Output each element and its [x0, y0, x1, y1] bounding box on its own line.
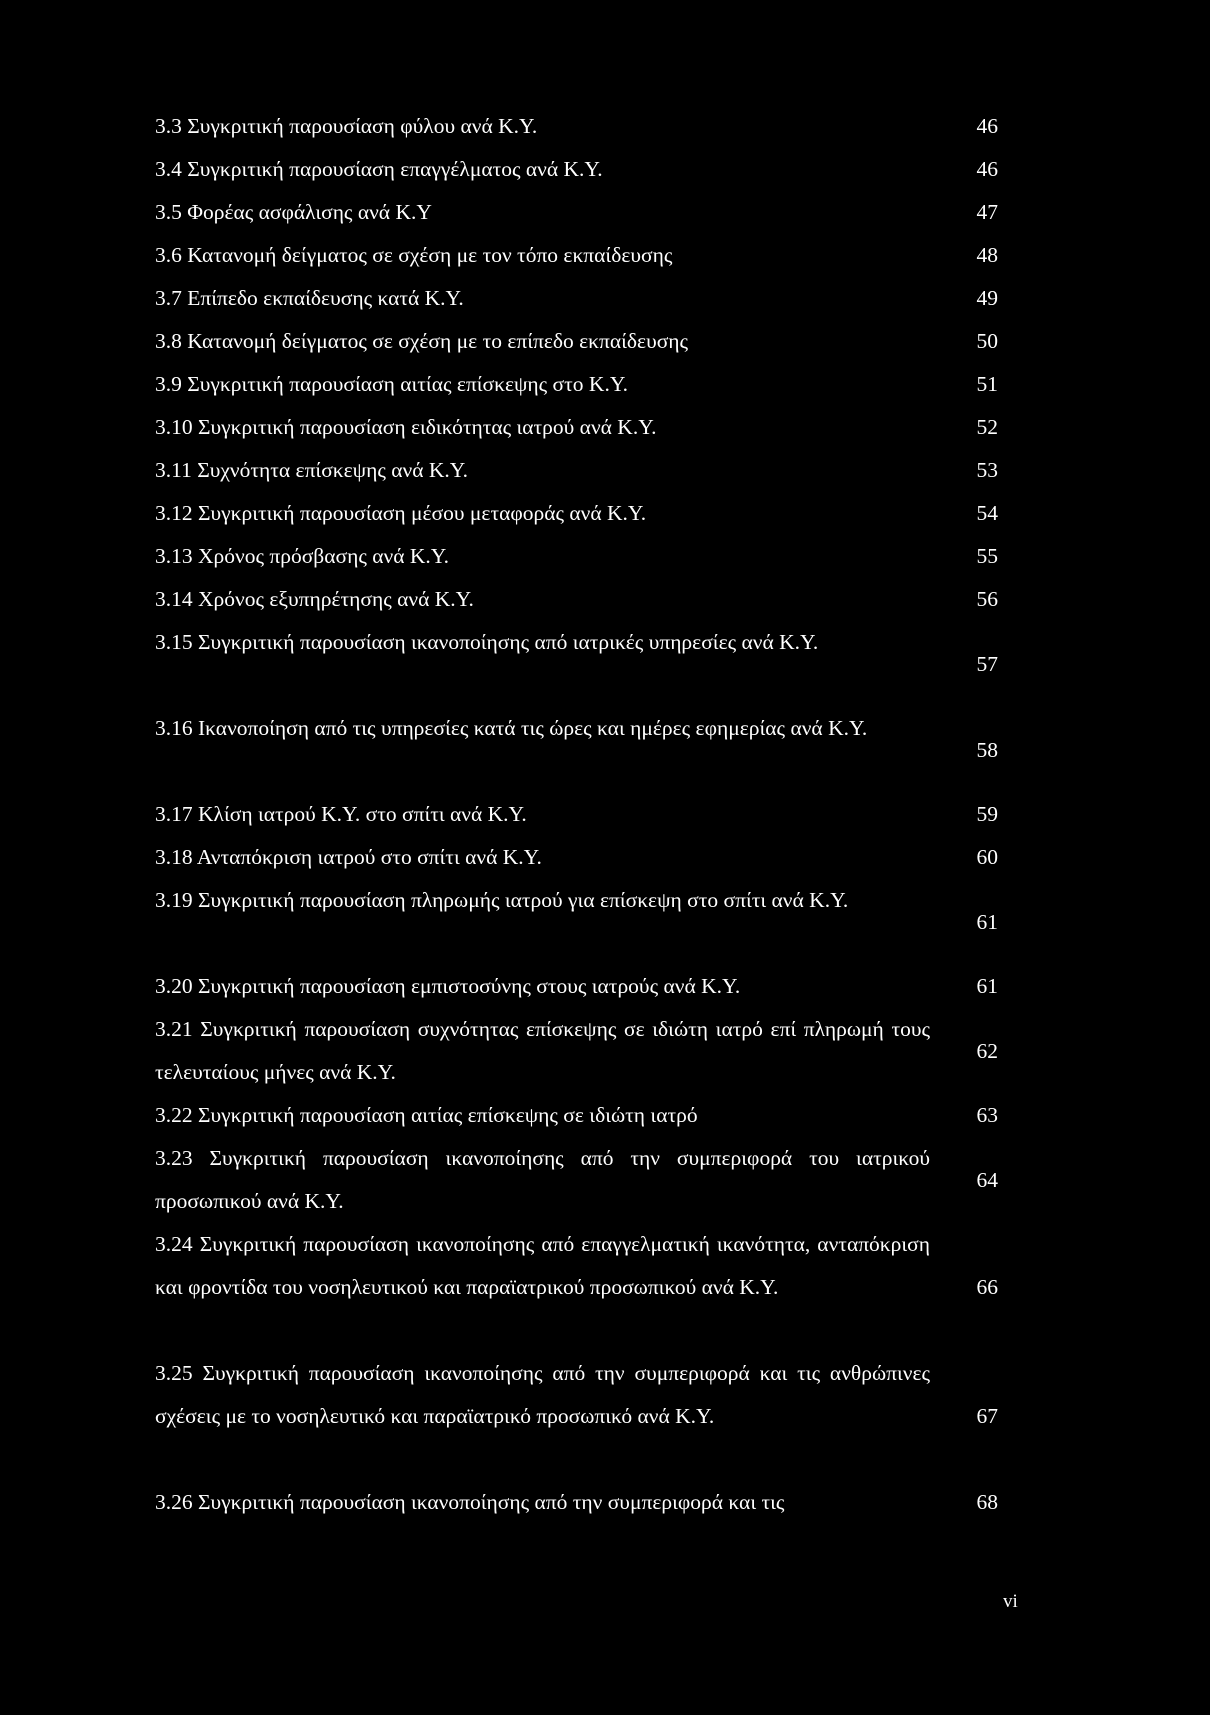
toc-entry-title: 3.12 Συγκριτική παρουσίαση μέσου μεταφοράς ανά Κ.Υ.: [155, 501, 647, 525]
toc-entry-title: 3.21 Συγκριτική παρουσίαση συχνότητας επίσκεψης σε ιδιώτη ιατρό επί πληρωμή τους τελευταίους μήνες ανά Κ.Υ.: [155, 1017, 930, 1084]
toc-entry[interactable]: [155, 105, 998, 148]
toc-entry[interactable]: [155, 578, 998, 621]
toc-entry-page: 53: [976, 458, 998, 482]
toc-entry[interactable]: [155, 793, 998, 836]
toc-entry[interactable]: [155, 1008, 998, 1094]
toc-entry-title: 3.19 Συγκριτική παρουσίαση πληρωμής ιατρού για επίσκεψη στο σπίτι ανά Κ.Υ.: [155, 888, 849, 912]
toc-entry-page: 60: [976, 845, 998, 869]
toc-entry-page: 47: [976, 200, 998, 224]
toc-entry-page: 62: [976, 1039, 998, 1063]
toc-entry[interactable]: [155, 965, 998, 1008]
toc-entry-title: 3.22 Συγκριτική παρουσίαση αιτίας επίσκεψης σε ιδιώτη ιατρό: [155, 1103, 698, 1127]
toc-entry[interactable]: [155, 320, 998, 363]
toc-entry-page: 61: [976, 910, 998, 934]
toc-entry-title: 3.8 Κατανομή δείγματος σε σχέση με το επίπεδο εκπαίδευσης: [155, 329, 689, 353]
toc-entry-page: 61: [976, 974, 998, 998]
toc-entry[interactable]: [155, 191, 998, 234]
toc-entry[interactable]: [155, 535, 998, 578]
toc-entry-title: 3.3 Συγκριτική παρουσίαση φύλου ανά Κ.Υ.: [155, 114, 538, 138]
toc-entry-title: 3.9 Συγκριτική παρουσίαση αιτίας επίσκεψης στο Κ.Υ.: [155, 372, 629, 396]
page-number: vi: [1003, 1591, 1018, 1612]
toc-entry[interactable]: [155, 1223, 998, 1352]
toc-entry-title: 3.6 Κατανομή δείγματος σε σχέση με τον τόπο εκπαίδευσης: [155, 243, 673, 267]
toc-entry-title: 3.14 Χρόνος εξυπηρέτησης ανά Κ.Υ.: [155, 587, 474, 611]
toc-entry-title: 3.5 Φορέας ασφάλισης ανά Κ.Υ: [155, 200, 432, 224]
toc-entry-page: 59: [976, 802, 998, 826]
toc-entry[interactable]: [155, 621, 998, 707]
toc-entry-title: 3.13 Χρόνος πρόσβασης ανά Κ.Υ.: [155, 544, 449, 568]
toc-entry[interactable]: [155, 492, 998, 535]
toc-entry[interactable]: [155, 277, 998, 320]
toc-entry-title: 3.10 Συγκριτική παρουσίαση ειδικότητας ιατρού ανά Κ.Υ.: [155, 415, 657, 439]
toc-entry-title: 3.7 Επίπεδο εκπαίδευσης κατά Κ.Υ.: [155, 286, 464, 310]
toc-entry-page: 46: [976, 114, 998, 138]
toc-entry-page: 67: [976, 1404, 998, 1428]
toc-entry-page: 56: [976, 587, 998, 611]
toc-entry-page: 63: [976, 1103, 998, 1127]
toc-entry[interactable]: [155, 1352, 998, 1481]
toc-entry-title: 3.11 Συχνότητα επίσκεψης ανά Κ.Υ.: [155, 458, 469, 482]
toc-entry[interactable]: [155, 363, 998, 406]
toc-entry[interactable]: [155, 449, 998, 492]
toc-entry[interactable]: [155, 148, 998, 191]
toc-entry-page: 49: [976, 286, 998, 310]
toc-entry-page: 54: [976, 501, 998, 525]
toc-entry-title: 3.26 Συγκριτική παρουσίαση ικανοποίησης από την συμπεριφορά και τις: [155, 1490, 785, 1514]
toc-entry-page: 64: [976, 1168, 998, 1192]
toc-entry-title: 3.4 Συγκριτική παρουσίαση επαγγέλματος ανά Κ.Υ.: [155, 157, 603, 181]
toc-entry-title: 3.24 Συγκριτική παρουσίαση ικανοποίησης από επαγγελματική ικανότητα, ανταπόκριση και φροντίδα του νοσηλευτικού και παραϊατρικού προσωπικού ανά Κ.Υ.: [155, 1232, 930, 1299]
toc-entry-title: 3.25 Συγκριτική παρουσίαση ικανοποίησης από την συμπεριφορά και τις ανθρώπινες σχέσεις με το νοσηλευτικό και παραϊατρικό προσωπικό ανά Κ.Υ.: [155, 1361, 930, 1428]
toc-entry-page: 48: [976, 243, 998, 267]
toc-entry[interactable]: [155, 1137, 998, 1223]
toc-entry-page: 66: [976, 1275, 998, 1299]
toc-entry-title: 3.17 Κλίση ιατρού Κ.Υ. στο σπίτι ανά Κ.Υ.: [155, 802, 527, 826]
toc-entry-page: 50: [976, 329, 998, 353]
toc-entry-page: 58: [976, 738, 998, 762]
toc-entry-page: 68: [976, 1490, 998, 1514]
toc-entry[interactable]: [155, 879, 998, 965]
toc-entry[interactable]: [155, 707, 998, 793]
toc-entry-title: 3.18 Ανταπόκριση ιατρού στο σπίτι ανά Κ.Υ.: [155, 845, 542, 869]
toc-entry[interactable]: [155, 1094, 998, 1137]
toc-entry-title: 3.15 Συγκριτική παρουσίαση ικανοποίησης από ιατρικές υπηρεσίες ανά Κ.Υ.: [155, 630, 819, 654]
toc-entry-title: 3.16 Ικανοποίηση από τις υπηρεσίες κατά τις ώρες και ημέρες εφημερίας ανά Κ.Υ.: [155, 716, 868, 740]
toc-entry-page: 55: [976, 544, 998, 568]
toc-entry-title: 3.23 Συγκριτική παρουσίαση ικανοποίησης από την συμπεριφορά του ιατρικού προσωπικού ανά Κ.Υ.: [155, 1146, 930, 1213]
toc-entry[interactable]: [155, 234, 998, 277]
toc-entry[interactable]: [155, 836, 998, 879]
toc-entry-page: 51: [976, 372, 998, 396]
toc-entry-page: 57: [976, 652, 998, 676]
toc-entry-title: 3.20 Συγκριτική παρουσίαση εμπιστοσύνης στους ιατρούς ανά Κ.Υ.: [155, 974, 741, 998]
toc-entry-page: 46: [976, 157, 998, 181]
toc-entry[interactable]: [155, 406, 998, 449]
toc-entry-page: 52: [976, 415, 998, 439]
toc-entry[interactable]: [155, 1481, 998, 1524]
